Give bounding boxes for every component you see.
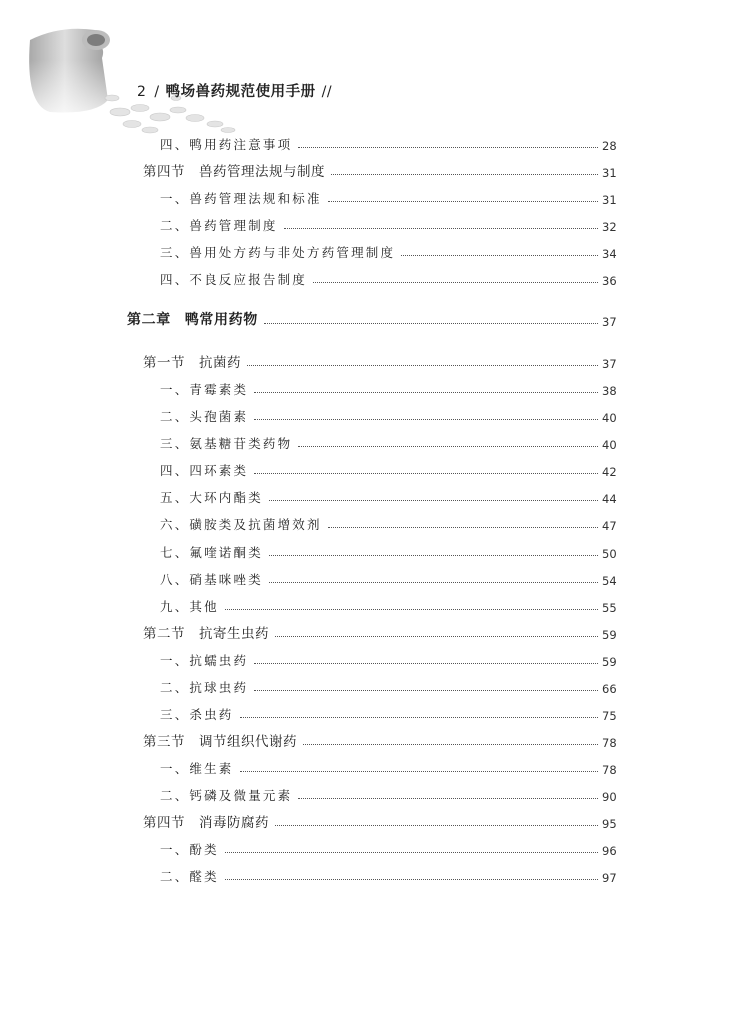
dot-leader — [225, 879, 598, 880]
toc-entry-label — [160, 488, 263, 506]
toc-entry-title: 四、四环素类 — [160, 463, 249, 478]
toc-entry-page: 31 — [602, 193, 617, 207]
toc-entry-page: 34 — [602, 247, 617, 261]
toc-entry-page: 66 — [602, 682, 617, 696]
toc-entry-label — [160, 407, 248, 425]
toc-entry-item — [160, 214, 624, 234]
toc-entry-item — [160, 241, 624, 261]
toc-entry-label — [143, 351, 241, 371]
dot-leader — [240, 717, 598, 718]
toc-entry-page: 38 — [602, 384, 617, 398]
toc-entry-label — [143, 160, 325, 180]
toc-entry-item — [160, 838, 624, 858]
toc-entry-title: 一、酚类 — [160, 842, 219, 857]
toc-entry-item — [160, 405, 624, 425]
toc-entry-title: 五、大环内酯类 — [160, 490, 263, 505]
dot-leader — [225, 609, 598, 610]
toc-entry-title: 二、兽药管理制度 — [160, 218, 278, 233]
header-separator: / — [154, 84, 160, 100]
toc-entry-label — [160, 380, 248, 398]
toc-entry-section — [143, 622, 624, 642]
toc-entry-section — [143, 351, 624, 371]
toc-entry-label — [160, 434, 292, 452]
running-header — [137, 80, 332, 101]
toc-entry-title: 七、氟喹诺酮类 — [160, 545, 263, 560]
toc-entry-label — [160, 216, 278, 234]
dot-leader — [298, 798, 598, 799]
toc-entry-item — [160, 595, 624, 615]
toc-entry-label — [143, 730, 297, 750]
toc-entry-item — [160, 784, 624, 804]
dot-leader — [247, 365, 598, 366]
toc-entry-item — [160, 187, 624, 207]
toc-entry-title: 二、头孢菌素 — [160, 409, 249, 424]
toc-entry-label — [160, 270, 307, 288]
medicine-bottle-pills-icon — [0, 0, 260, 150]
toc-entry-title: 二、抗球虫药 — [160, 680, 249, 695]
page-number: 2 — [137, 84, 147, 100]
dot-leader — [275, 825, 598, 826]
toc-entry-page: 42 — [602, 465, 617, 479]
toc-entry-title: 三、兽用处方药与非处方药管理制度 — [160, 245, 396, 260]
toc-entry-page: 31 — [602, 166, 617, 180]
toc-entry-label — [160, 786, 292, 804]
toc-entry-title: 调节组织代谢药 — [199, 734, 297, 750]
toc-entry-title: 四、不良反应报告制度 — [160, 272, 308, 287]
toc-entry-title: 一、青霉素类 — [160, 382, 249, 397]
dot-leader — [328, 201, 598, 202]
toc-entry-page: 28 — [602, 139, 617, 153]
header-trailing-mark: // — [321, 84, 333, 100]
toc-entry-page: 32 — [602, 220, 617, 234]
toc-entry-item — [160, 133, 624, 153]
toc-entry-page: 90 — [602, 790, 617, 804]
toc-entry-number: 第四节 — [143, 815, 185, 831]
toc-entry-page: 96 — [602, 844, 617, 858]
toc-entry-number: 第二节 — [143, 626, 185, 642]
toc-entry-item — [160, 649, 624, 669]
toc-entry-title: 八、硝基咪唑类 — [160, 572, 263, 587]
toc-entry-item — [160, 568, 624, 588]
dot-leader — [240, 771, 598, 772]
toc-entry-item — [160, 432, 624, 452]
toc-entry-label — [160, 678, 248, 696]
toc-entry-label — [160, 840, 219, 858]
dot-leader — [254, 473, 598, 474]
dot-leader — [225, 852, 598, 853]
dot-leader — [269, 582, 598, 583]
book-title: 鸭场兽药规范使用手册 — [165, 84, 316, 100]
dot-leader — [298, 446, 598, 447]
toc-entry-item — [160, 459, 624, 479]
toc-entry-item — [160, 676, 624, 696]
toc-entry-item — [160, 513, 624, 533]
toc-entry-page: 59 — [602, 628, 617, 642]
toc-entry-label — [127, 309, 258, 329]
toc-entry-item — [160, 378, 624, 398]
toc-entry-page: 36 — [602, 274, 617, 288]
toc-entry-title: 抗寄生虫药 — [199, 626, 269, 642]
toc-entry-label — [160, 543, 263, 561]
dot-leader — [254, 663, 598, 664]
toc-entry-page: 97 — [602, 871, 617, 885]
toc-entry-title: 四、鸭用药注意事项 — [160, 137, 293, 152]
toc-entry-title: 鸭常用药物 — [184, 312, 258, 328]
dot-leader — [254, 419, 598, 420]
dot-leader — [284, 228, 598, 229]
toc-entry-title: 三、氨基糖苷类药物 — [160, 436, 293, 451]
toc-entry-label — [160, 597, 219, 615]
toc-entry-title: 二、醛类 — [160, 869, 219, 884]
toc-entry-title: 一、兽药管理法规和标准 — [160, 191, 322, 206]
dot-leader — [254, 392, 598, 393]
toc-entry-label — [160, 243, 395, 261]
toc-entry-item — [160, 268, 624, 288]
toc-entry-label — [160, 135, 292, 153]
toc-entry-number: 第二章 — [127, 312, 171, 328]
toc-entry-page: 40 — [602, 411, 617, 425]
toc-entry-label — [160, 189, 322, 207]
toc-entry-label — [160, 705, 234, 723]
dot-leader — [303, 744, 598, 745]
toc-entry-page: 55 — [602, 601, 617, 615]
dot-leader — [401, 255, 598, 256]
toc-entry-page: 54 — [602, 574, 617, 588]
toc-entry-title: 九、其他 — [160, 599, 219, 614]
toc-entry-page: 95 — [602, 817, 617, 831]
toc-entry-page: 37 — [602, 357, 617, 371]
toc-entry-number: 第四节 — [143, 164, 185, 180]
dot-leader — [269, 555, 598, 556]
toc-entry-label — [160, 759, 234, 777]
dot-leader — [298, 147, 598, 148]
toc-entry-page: 40 — [602, 438, 617, 452]
toc-entry-label — [160, 867, 219, 885]
dot-leader — [275, 636, 598, 637]
toc-entry-item — [160, 486, 624, 506]
toc-entry-page: 47 — [602, 519, 617, 533]
toc-entry-number: 第一节 — [143, 355, 185, 371]
toc-entry-number: 第三节 — [143, 734, 185, 750]
toc-entry-section — [143, 160, 624, 180]
toc-entry-chapter — [127, 309, 624, 329]
toc-entry-label — [143, 811, 269, 831]
toc-entry-section — [143, 811, 624, 831]
dot-leader — [269, 500, 598, 501]
toc-entry-section — [143, 730, 624, 750]
toc-entry-label — [160, 461, 248, 479]
toc-entry-title: 一、抗蠕虫药 — [160, 653, 249, 668]
toc-entry-page: 50 — [602, 547, 617, 561]
toc-entry-page: 78 — [602, 736, 617, 750]
toc-entry-item — [160, 541, 624, 561]
dot-leader — [328, 527, 598, 528]
toc-entry-label — [160, 570, 263, 588]
dot-leader — [313, 282, 598, 283]
toc-entry-item — [160, 703, 624, 723]
toc-entry-title: 消毒防腐药 — [199, 815, 269, 831]
toc-entry-label — [143, 622, 269, 642]
toc-entry-title: 一、维生素 — [160, 761, 234, 776]
toc-entry-page: 75 — [602, 709, 617, 723]
toc-entry-title: 三、杀虫药 — [160, 707, 234, 722]
dot-leader — [264, 323, 598, 324]
dot-leader — [331, 174, 598, 175]
toc-entry-page: 37 — [602, 315, 617, 329]
toc-entry-label — [160, 651, 248, 669]
toc-entry-page: 44 — [602, 492, 617, 506]
toc-entry-page: 78 — [602, 763, 617, 777]
toc-entry-title: 六、磺胺类及抗菌增效剂 — [160, 517, 322, 532]
toc-entry-title: 兽药管理法规与制度 — [199, 164, 325, 180]
toc-entry-label — [160, 515, 322, 533]
toc-entry-title: 二、钙磷及微量元素 — [160, 788, 293, 803]
toc-entry-item — [160, 757, 624, 777]
dot-leader — [254, 690, 598, 691]
toc-entry-title: 抗菌药 — [199, 355, 241, 371]
toc-entry-item — [160, 865, 624, 885]
toc-entry-page: 59 — [602, 655, 617, 669]
